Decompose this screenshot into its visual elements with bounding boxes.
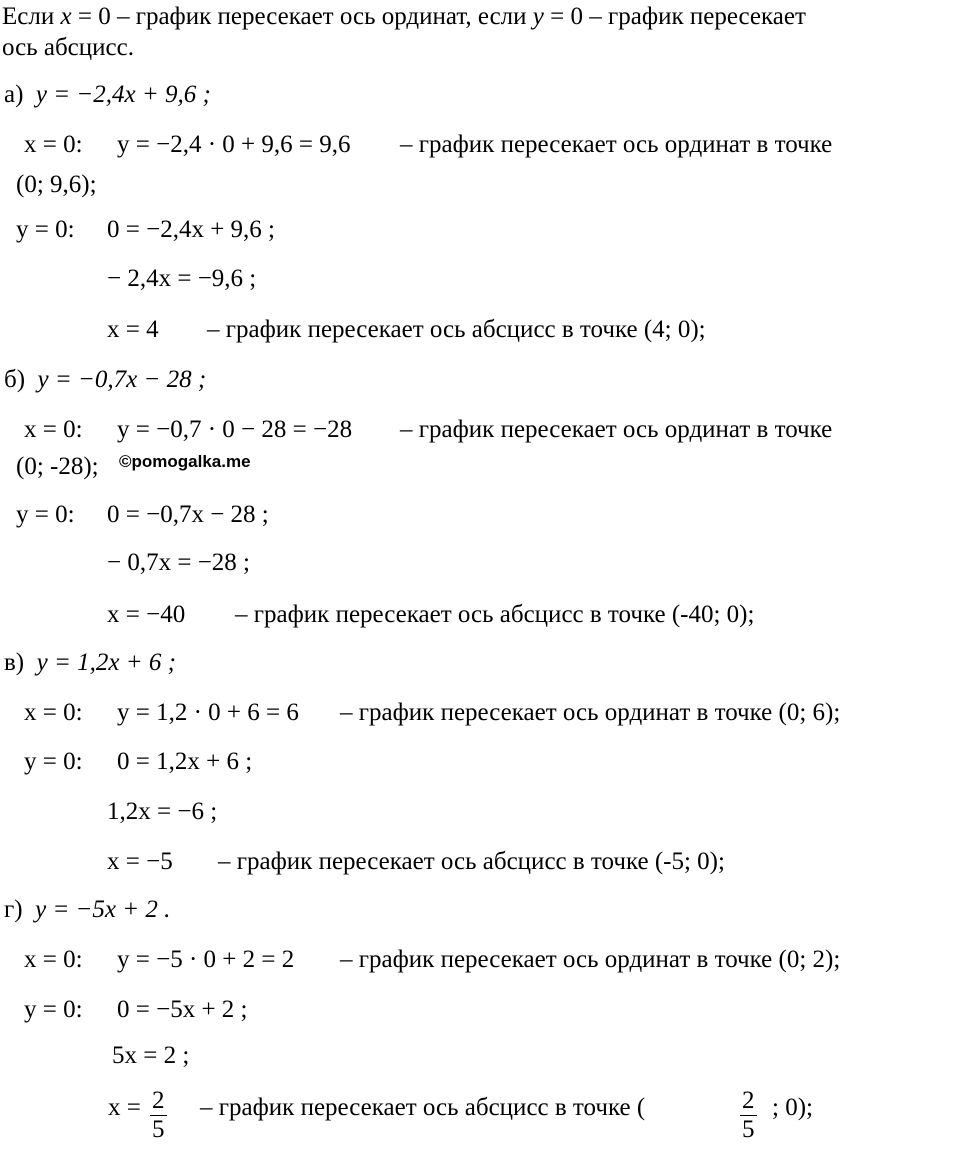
part-b-header (4, 365, 206, 395)
intro-eq: = 0 (71, 3, 111, 30)
part-b-x0-text: – график пересекает ось ординат в точке (400, 416, 833, 443)
part-a-step: − 2,4x = −9,6 ; (107, 265, 257, 292)
part-a-x0-label: x = 0: (24, 131, 83, 158)
intro-line-2: ось абсцисс. (2, 34, 134, 61)
part-g-point-tail: ; 0); (772, 1094, 813, 1121)
part-v-step: 1,2x = −6 ; (107, 798, 218, 825)
part-b-result: x = −40 (107, 601, 186, 628)
part-g-step: 5x = 2 ; (112, 1042, 190, 1069)
part-g-x0-label: x = 0: (24, 946, 83, 973)
part-label: в) (4, 649, 25, 676)
intro-var-y: y (532, 3, 544, 30)
part-a-header (4, 80, 211, 110)
part-label: г) (4, 896, 23, 923)
part-b-x0-calc: y = −0,7 · 0 − 28 = −28 (117, 416, 353, 443)
part-g-y0-label: y = 0: (24, 996, 83, 1023)
part-v-y0-eq: 0 = 1,2x + 6 ; (117, 748, 253, 775)
part-label: а) (4, 81, 24, 108)
intro-text: – график пересекает (583, 3, 806, 30)
part-g-point-fraction (740, 1087, 757, 1144)
fraction-denominator: 5 (742, 1116, 755, 1143)
part-a-x0-point: (0; 9,6); (16, 171, 97, 198)
part-label: б) (4, 366, 26, 393)
intro-eq: = 0 (543, 3, 584, 30)
intro-var-x: x (60, 3, 72, 30)
part-equation: y = −2,4x + 9,6 ; (35, 81, 211, 108)
part-b-x0-label: x = 0: (24, 416, 83, 443)
part-v-result: x = −5 (107, 848, 173, 875)
part-g-result-text: – график пересекает ось абсцисс в точке ( (200, 1094, 646, 1121)
part-v-x0-text: – график пересекает ось ординат в точке (0; 6); (340, 699, 841, 726)
part-v-x0-label: x = 0: (24, 699, 83, 726)
part-g-y0-eq: 0 = −5x + 2 ; (117, 996, 248, 1023)
part-b-x0-point: (0; -28); (16, 453, 99, 480)
part-g-result-lhs: x = (108, 1094, 141, 1121)
part-g-result-fraction (150, 1087, 167, 1144)
part-equation: y = −0,7x − 28 ; (37, 366, 207, 393)
part-v-y0-label: y = 0: (24, 748, 83, 775)
intro-line-1 (2, 2, 806, 32)
part-a-result: x = 4 (107, 316, 159, 343)
part-g-x0-calc: y = −5 · 0 + 2 = 2 (117, 946, 295, 973)
watermark: ©pomogalka.me (119, 452, 251, 471)
part-equation: y = 1,2x + 6 ; (36, 649, 176, 676)
part-a-x0-calc: y = −2,4 · 0 + 9,6 = 9,6 (117, 131, 351, 158)
part-a-y0-eq: 0 = −2,4x + 9,6 ; (107, 216, 275, 243)
part-g-x0-text: – график пересекает ось ординат в точке (0; 2); (340, 946, 841, 973)
fraction-numerator: 2 (742, 1087, 755, 1114)
intro-text: Если (2, 3, 61, 30)
part-a-y0-label: y = 0: (16, 216, 75, 243)
fraction-numerator: 2 (152, 1087, 165, 1114)
part-b-y0-label: y = 0: (16, 501, 75, 528)
part-v-header (4, 648, 176, 678)
fraction-denominator: 5 (152, 1116, 165, 1143)
part-b-y0-eq: 0 = −0,7x − 28 ; (107, 501, 269, 528)
part-equation: y = −5x + 2 . (35, 896, 171, 923)
part-v-result-text: – график пересекает ось абсцисс в точке (-5; 0); (218, 848, 725, 875)
part-v-x0-calc: y = 1,2 · 0 + 6 = 6 (117, 699, 299, 726)
part-b-result-text: – график пересекает ось абсцисс в точке (-40; 0); (235, 601, 755, 628)
part-b-step: − 0,7x = −28 ; (107, 549, 250, 576)
part-g-header (4, 895, 170, 925)
part-a-result-text: – график пересекает ось абсцисс в точке (4; 0); (207, 316, 706, 343)
intro-text: – график пересекает ось ординат, если (110, 3, 533, 30)
part-a-x0-text: – график пересекает ось ординат в точке (400, 131, 833, 158)
